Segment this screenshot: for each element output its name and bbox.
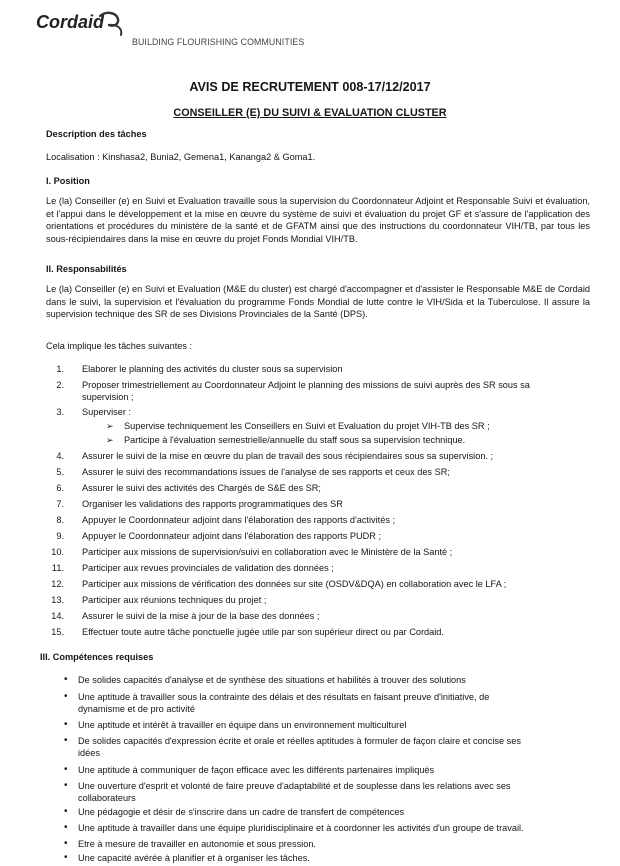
task-number: 1. bbox=[56, 364, 64, 374]
bullet-icon: • bbox=[64, 780, 68, 791]
task-item: Participer aux réunions techniques du projet ; bbox=[82, 595, 267, 605]
bullet-icon: • bbox=[64, 674, 68, 685]
bullet-icon: • bbox=[64, 806, 68, 817]
tagline: BUILDING FLOURISHING COMMUNITIES bbox=[132, 37, 305, 47]
section-position-heading: I. Position bbox=[46, 176, 90, 186]
page-title: AVIS DE RECRUTEMENT 008-17/12/2017 bbox=[189, 80, 431, 94]
task-number: 15. bbox=[51, 627, 64, 637]
skill-item: Une aptitude et intérêt à travailler en équipe dans un environnement multiculturel bbox=[78, 720, 407, 730]
job-title: CONSEILLER (E) DU SUIVI & EVALUATION CLUSTER bbox=[173, 107, 447, 119]
skill-item: Une pédagogie et désir de s'inscrire dans un cadre de transfert de compétences bbox=[78, 807, 405, 817]
skill-item: Une aptitude à travailler sous la contrainte des délais et des résultats en faisant preuve d'initiative, de bbox=[78, 692, 490, 702]
task-item: Appuyer le Coordonnateur adjoint dans l'élaboration des rapports d'activités ; bbox=[82, 515, 396, 525]
task-number: 11. bbox=[51, 563, 64, 573]
task-number: 5. bbox=[56, 467, 64, 477]
bullet-icon: • bbox=[64, 691, 68, 702]
arrow-bullet-icon: ➢ bbox=[106, 435, 114, 445]
skill-item: De solides capacités d'expression écrite et orale et réelles aptitudes à formuler de façon claire et concise ses bbox=[78, 736, 521, 746]
task-number: 9. bbox=[56, 531, 64, 541]
task-item: Participer aux revues provinciales de validation des données ; bbox=[82, 563, 334, 573]
bullet-icon: • bbox=[64, 838, 68, 849]
section-responsibilities-text: Le (la) Conseiller (e) en Suivi et Evaluation (M&E du cluster) est chargé d'accompagner et d'assister le Responsable M&E de Cordaid dans le suivi, la supervision et l'évaluation du programme Fonds Mondial de lutte contre le VIH/Sida et la Tuberculose. Il assure la supervision technique des SR de ses Divisions Provinciales de la Santé (DPS). bbox=[46, 284, 590, 320]
arrow-bullet-icon: ➢ bbox=[106, 421, 114, 431]
task-item-continued: supervision ; bbox=[82, 392, 134, 402]
skill-item: Une aptitude à communiquer de façon efficace avec les différents partenaires impliqués bbox=[78, 765, 435, 775]
task-item: Proposer trimestriellement au Coordonnateur Adjoint le planning des missions de suivi auprès des SR sous sa bbox=[82, 380, 530, 390]
task-number: 8. bbox=[56, 515, 64, 525]
task-item: Superviser : bbox=[82, 407, 132, 417]
skill-item: Une ouverture d'esprit et volonté de faire preuve d'adaptabilité et de souplesse dans les relations avec ses bbox=[78, 781, 511, 791]
task-item: Assurer le suivi des activités des Chargés de S&E des SR; bbox=[82, 483, 321, 493]
task-number: 6. bbox=[56, 483, 64, 493]
task-item: Assurer le suivi de la mise à jour de la base des données ; bbox=[82, 611, 320, 621]
cordaid-logo-text: Cordaid bbox=[36, 12, 105, 32]
task-item: Appuyer le Coordonnateur adjoint dans l'élaboration des rapports PUDR ; bbox=[82, 531, 381, 541]
task-item: Organiser les validations des rapports programmatiques des SR bbox=[82, 499, 343, 509]
task-number: 3. bbox=[56, 407, 64, 417]
skill-item-continued: idées bbox=[78, 748, 100, 758]
skill-item: Une aptitude à travailler dans une équipe pluridisciplinaire et à coordonner les activités d'un groupe de travail. bbox=[78, 823, 524, 833]
task-number: 14. bbox=[51, 611, 64, 621]
skill-item-continued: collaborateurs bbox=[78, 793, 136, 803]
subtask-item: Supervise techniquement les Conseillers en Suivi et Evaluation du projet VIH-TB des SR ; bbox=[124, 421, 490, 431]
bullet-icon: • bbox=[64, 719, 68, 730]
description-heading: Description des tâches bbox=[46, 129, 147, 139]
section-position-text: Le (la) Conseiller (e) en Suivi et Evaluation travaille sous la supervision du Coordonnateur Adjoint et Responsable Suivi et évaluation, et l'appui dans le développement et la mise en œuvre du système de suivi et évaluation du projet GF et s'assure de l'application des orientations et procédures du ministère de la santé et de GFATM ainsi que des instructions du coordonnateur VIH/TB, par tous les sous-récipiendaires dans la mise en œuvre du projet Fonds Mondial VIH/TB. bbox=[46, 196, 590, 244]
task-item: Assurer le suivi de la mise en œuvre du plan de travail des sous récipiendaires sous sa supervision. ; bbox=[82, 451, 494, 461]
bullet-icon: • bbox=[64, 822, 68, 833]
task-number: 7. bbox=[56, 499, 64, 509]
bullet-icon: • bbox=[64, 735, 68, 746]
skill-item: Etre à mesure de travailler en autonomie et sous pression. bbox=[78, 839, 316, 849]
section-responsibilities-heading: II. Responsabilités bbox=[46, 264, 127, 274]
task-item: Participer aux missions de vérification des données sur site (OSDV&DQA) en collaboration avec le LFA ; bbox=[82, 579, 507, 589]
location-line: Localisation : Kinshasa2, Bunia2, Gemena1, Kananga2 & Goma1. bbox=[46, 152, 316, 162]
bullet-icon: • bbox=[64, 852, 68, 863]
task-number: 13. bbox=[51, 595, 64, 605]
task-item: Effectuer toute autre tâche ponctuelle jugée utile par son supérieur direct ou par Cordaid. bbox=[82, 627, 444, 637]
task-number: 10. bbox=[51, 547, 64, 557]
cordaid-logo-icon bbox=[96, 10, 130, 42]
task-number: 12. bbox=[51, 579, 64, 589]
tasks-intro: Cela implique les tâches suivantes : bbox=[46, 341, 193, 351]
task-item: Elaborer le planning des activités du cluster sous sa supervision bbox=[82, 364, 343, 374]
section-skills-heading: III. Compétences requises bbox=[40, 652, 154, 662]
task-number: 4. bbox=[56, 451, 64, 461]
task-item: Assurer le suivi des recommandations issues de l'analyse de ses rapports et ceux des SR; bbox=[82, 467, 450, 477]
task-number: 2. bbox=[56, 380, 64, 390]
bullet-icon: • bbox=[64, 764, 68, 775]
skill-item-continued: dynamisme et de pro activité bbox=[78, 704, 195, 714]
skill-item: Une capacité avérée à planifier et à organiser les tâches. bbox=[78, 853, 310, 863]
subtask-item: Participe à l'évaluation semestrielle/annuelle du staff sous sa supervision technique. bbox=[124, 435, 466, 445]
task-item: Participer aux missions de supervision/suivi en collaboration avec le Ministère de la Santé ; bbox=[82, 547, 453, 557]
skill-item: De solides capacités d'analyse et de synthèse des situations et habilités à trouver des solutions bbox=[78, 675, 466, 685]
